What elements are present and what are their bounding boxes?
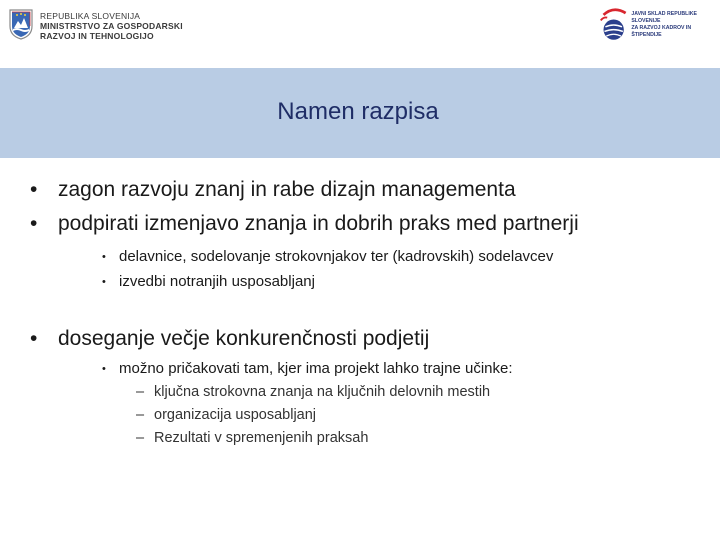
sub-bullet-dot: • bbox=[102, 363, 106, 375]
ministry-line: REPUBLIKA SLOVENIJA bbox=[40, 11, 141, 21]
dash-item bbox=[136, 384, 491, 400]
dash-symbol: – bbox=[136, 384, 145, 400]
bullet-item bbox=[30, 212, 579, 236]
sub-bullet-item bbox=[102, 248, 553, 267]
fund-line: JAVNI SKLAD REPUBLIKE SLOVENIJE bbox=[631, 11, 697, 24]
bullet-text: doseganje večje konkurenčnosti podjetij bbox=[58, 327, 430, 350]
dash-symbol: – bbox=[136, 407, 145, 423]
sub-bullet-item bbox=[102, 360, 513, 379]
bullet-text: zagon razvoju znanj in rabe dizajn managementa bbox=[58, 178, 516, 201]
sub-bullet-dot: • bbox=[102, 251, 106, 263]
bullet-dot: • bbox=[30, 327, 38, 350]
bullet-dot: • bbox=[30, 212, 38, 235]
dash-item bbox=[136, 407, 317, 423]
ministry-logo bbox=[8, 8, 183, 41]
slide-title: Namen razpisa bbox=[277, 98, 439, 125]
dash-text: organizacija usposabljanj bbox=[154, 407, 317, 423]
fund-emblem-icon bbox=[598, 6, 629, 44]
dash-symbol: – bbox=[136, 430, 145, 446]
sub-bullet-text: izvedbi notranjih usposabljanj bbox=[119, 273, 315, 290]
ministry-line: MINISTRSTVO ZA GOSPODARSKI bbox=[40, 21, 183, 31]
bullet-item bbox=[30, 327, 429, 351]
bullet-item bbox=[30, 178, 516, 202]
fund-line: ZA RAZVOJ KADROV IN ŠTIPENDIJE bbox=[631, 25, 692, 38]
sub-bullet-item bbox=[102, 273, 315, 292]
fund-name bbox=[631, 11, 720, 39]
dash-text: Rezultati v spremenjenih praksah bbox=[154, 430, 369, 446]
ministry-name bbox=[40, 11, 183, 41]
bullet-text: podpirati izmenjavo znanja in dobrih praks med partnerji bbox=[58, 212, 579, 235]
dash-item bbox=[136, 430, 369, 446]
sub-bullet-text: delavnice, sodelovanje strokovnjakov ter (kadrovskih) sodelavcev bbox=[119, 248, 554, 265]
dash-text: ključna strokovna znanja na ključnih delovnih mestih bbox=[154, 384, 491, 400]
ministry-line: RAZVOJ IN TEHNOLOGIJO bbox=[40, 31, 154, 41]
slovenia-crest-icon bbox=[8, 8, 34, 40]
sub-bullet-dot: • bbox=[102, 276, 106, 288]
bullet-dot: • bbox=[30, 178, 38, 201]
sub-bullet-text: možno pričakovati tam, kjer ima projekt lahko trajne učinke: bbox=[119, 360, 513, 377]
fund-logo bbox=[598, 6, 720, 44]
